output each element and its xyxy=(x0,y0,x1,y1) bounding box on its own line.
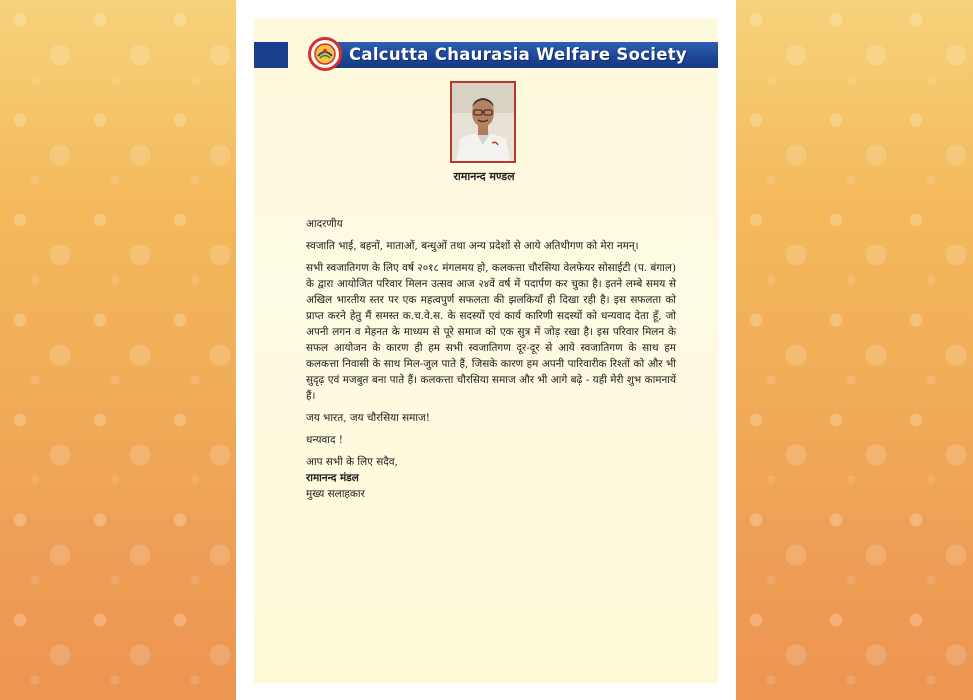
signature-title: मुख्य सलाहकार xyxy=(306,488,365,500)
letter-salutation: आदरणीय xyxy=(306,218,343,230)
letter-thanks: धन्यवाद ! xyxy=(306,434,343,446)
decorative-background-left xyxy=(0,0,236,700)
letter-body xyxy=(306,216,676,502)
portrait-photo xyxy=(450,81,516,163)
document-sheet xyxy=(236,0,736,700)
letter-greeting: स्वजाति भाई, बहनों, माताओं, बन्धुओं तथा अन्य प्रदेशों से आये अतिथीगण को मेरा नमन्। xyxy=(306,240,639,252)
portrait-image xyxy=(452,83,514,161)
society-title: Calcutta Chaurasia Welfare Society xyxy=(349,45,687,64)
society-logo xyxy=(308,37,342,71)
letter-page xyxy=(254,18,718,683)
decorative-background-right xyxy=(736,0,973,700)
letter-main-paragraph: सभी स्वजातिगण के लिए वर्ष २०१८ मंगलमय हो, कलकत्ता चौरसिया वेलफेयर सोसाईटी (प. बंगाल) के द्वारा आयोजित परिवार मिलन उत्सव आज २४वें वर्ष में पदार्पण कर चुका है। इतने लम्बे समय से अखिल भारतीय स्तर पर एक महत्वपुर्ण सफलता की झलकियाँ ही दिखा रही है। इस सफलता को प्राप्त करने हेतु मैं समस्त क.च.वे.स. के सदस्यों एवं कार्य कारिणी सदस्यों को धन्यवाद देता हूँ, जो अपनी लगन व मेहनत के माध्यम से पूरे समाज को एक सुत्र में जोड़ रखा है। इस परिवार मिलन के सफल आयोजन के कारण ही हम सभी स्वजातिगण दूर-दूर से आये स्वजातिगण के साथ हम कलकत्ता निवासी के साथ मिल-जुल पाते हैं, जिसके कारण हम अपनी पारिवारीक रिश्तों को और भी सुदृढ़ एवं मजबुत बना पाते हैं। कलकत्ता चौरसिया समाज और भी आगे बढ़े - यही मेरी शुभ कामनायें हैं। xyxy=(306,262,676,402)
logo-emblem-icon xyxy=(313,42,337,66)
letter-slogan: जय भारत, जय चौरसिया समाज! xyxy=(306,412,430,424)
portrait-caption: रामानन्द मण्डल xyxy=(453,170,515,183)
letter-closing: आप सभी के लिए सदैव, xyxy=(306,456,398,468)
banner-left-block xyxy=(254,42,288,68)
signature-name: रामानन्द मंडल xyxy=(306,472,359,484)
